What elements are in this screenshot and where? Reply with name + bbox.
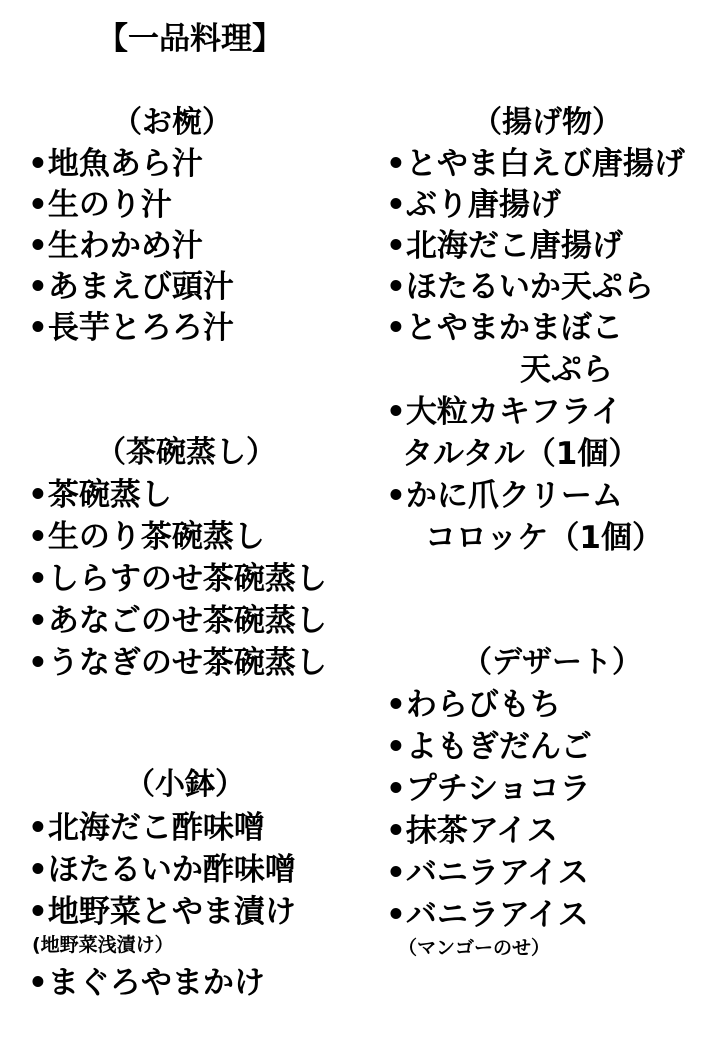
dessert-item: •抹茶アイス [386,813,558,849]
dessert-item: •プチショコラ [386,771,591,807]
chawanmushi-heading: （茶碗蒸し） [96,435,276,470]
chawanmushi-item: •生のり茶碗蒸し [28,519,265,555]
page-title: 【一品料理】 [97,21,283,57]
owan-item: •生わかめ汁 [28,228,203,264]
agemono-item: •とやま白えび唐揚げ [386,146,685,182]
agemono-item: •かに爪クリーム [386,478,623,514]
owan-heading: （お椀） [112,105,232,140]
agemono-item: •北海だこ唐揚げ [386,228,623,264]
agemono-heading: （揚げ物） [472,105,622,140]
owan-item: •長芋とろろ汁 [28,310,234,346]
agemono-item: •大粒カキフライ [386,394,622,430]
dessert-item: •バニラアイス [386,897,589,933]
chawanmushi-item: •しらすのせ茶碗蒸し [28,561,327,597]
agemono-item-continued: コロッケ（1個） [425,520,663,556]
chawanmushi-item: •茶碗蒸し [28,477,172,513]
dessert-item: •よもぎだんご [386,729,592,765]
agemono-item: •とやまかまぼこ [386,310,623,346]
dessert-heading: （デザート） [462,645,642,680]
chawanmushi-item: •あなごのせ茶碗蒸し [28,603,327,639]
owan-item: •あまえび頭汁 [28,269,234,305]
agemono-item-continued: 天ぷら [520,352,613,388]
agemono-item-continued: タルタル（1個） [402,436,640,472]
owan-item: •地魚あら汁 [28,146,203,182]
dessert-item: •バニラアイス [386,855,589,891]
owan-item: •生のり汁 [28,187,172,223]
kobachi-item: •まぐろやまかけ [28,965,265,1001]
kobachi-item: •ほたるいか酢味噌 [28,852,296,888]
kobachi-heading: （小鉢） [125,767,245,802]
dessert-item: •わらびもち [386,687,561,723]
agemono-item: •ほたるいか天ぷら [386,269,654,305]
kobachi-item: •地野菜とやま漬け [28,894,296,930]
chawanmushi-item: •うなぎのせ茶碗蒸し [28,645,327,681]
kobachi-item: •北海だこ酢味噌 [28,810,265,846]
kobachi-note: (地野菜浅漬け） [32,934,174,956]
agemono-item: •ぶり唐揚げ [386,187,561,223]
dessert-note: （マンゴーのせ） [398,937,551,959]
